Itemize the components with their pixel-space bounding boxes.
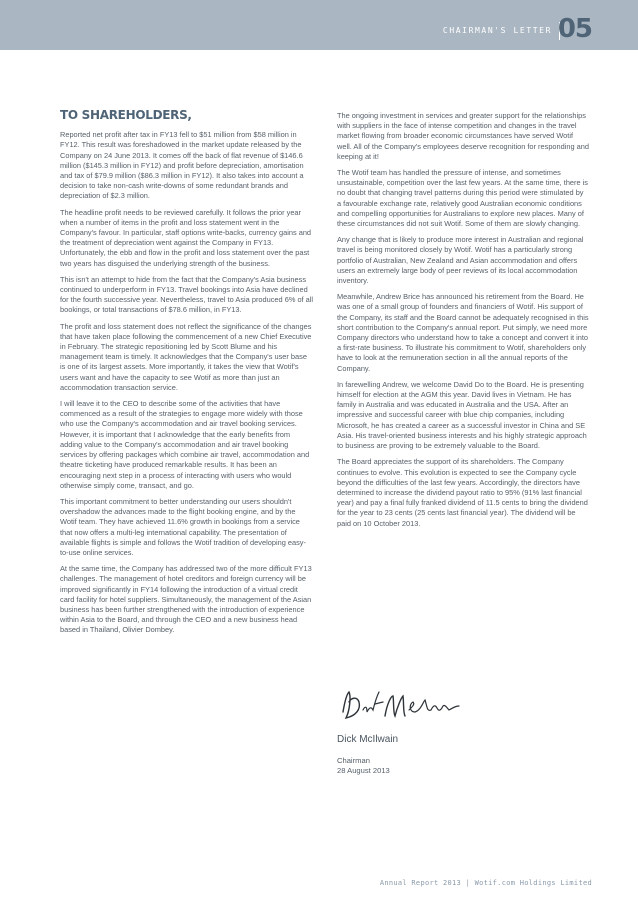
letter-paragraph: The profit and loss statement does not reflect the significance of the changes that have taken place following the commencement of a new Chief Executive in February. The strategic repositioning led by Scott Blume and his management team is timely. It acknowledges that the Company's user base is one of its largest assets. More importantly, it takes the view that Wotif's users want and have the capacity to see Wotif as more than just an accommodation transaction service. — [60, 321, 312, 392]
letter-paragraph: The Wotif team has handled the pressure of intense, and sometimes unsustainable, competition over the last few years. At the same time, there is no doubt that changing travel patterns during this period were stimulated by a favourable exchange rate, relatively good Australian economic conditions and compelling opportunities for Australians to explore new places. Many of these circumstances did not suit Wotif. Some of them are slowly changing. — [337, 168, 588, 229]
letter-paragraph: Reported net profit after tax in FY13 fell to $51 million from $58 million in FY12. This result was foreshadowed in the market update released by the Company on 24 June 2013. It comes off the back of flat revenue of $146.6 million ($145.3 million in FY12) and profit before depreciation, amortisation and tax of $79.9 million ($86.3 million in FY12). It also takes into account a decision to take non-cash write-downs of some redundant brands and depreciation of $2.3 million. — [60, 130, 304, 201]
letter-paragraph: Meanwhile, Andrew Brice has announced his retirement from the Board. He was one of a small group of founders and financiers of Wotif. His support of the Company, its staff and the Board cannot be adequately recognised in this short contribution to the Company's annual report. Put simply, we need more Company directors who understand how to take a concept and convert it into a first-rate business. To illustrate his commitment to Wotif, shareholders only have to look at the remuneration section in all the annual reports of the Company. — [337, 292, 589, 373]
signed-date: 28 August 2013 — [337, 766, 390, 775]
letter-paragraph: The Board appreciates the support of its shareholders. The Company continues to evolve. This evolution is expected to see the Company cycle beyond the difficulties of the last few years. Accordingly, the directors have determined to increase the dividend payout ratio to 95% (91% last financial year) and pay a final fully franked dividend of 11.5 cents to bring the dividend for the year to 23 cents (25 cents last financial year). The dividend will be paid on 10 October 2013. — [337, 457, 588, 528]
letter-paragraph: In farewelling Andrew, we welcome David Do to the Board. He is presenting himself for election at the AGM this year. David lives in Vietnam. He has family in Australia and was educated in Australia and the USA. After an impressive and successful career with blue chip companies, including Microsoft, he has created a career as a successful investor in China and SE Asia. His travel-oriented business interests and his highly strategic approach to business are proving to be extremely valuable to the Board. — [337, 379, 587, 451]
letter-paragraph: This isn't an attempt to hide from the fact that the Company's Asia business continued to underperform in FY13. Travel bookings into Asia have declined for the fourth successive year. Nevertheless, travel to Asia produced 6% of all bookings, or total transactions of $78.6 million, in FY13. — [60, 274, 314, 315]
section-title: CHAIRMAN'S LETTER — [442, 26, 552, 35]
salutation-heading: TO SHAREHOLDERS, — [60, 108, 192, 122]
letter-paragraph: I will leave it to the CEO to describe some of the activities that have commenced as a result of the strategies to engage more widely with those who use the Company's accommodation and air travel booking services. However, it is important that I acknowledge that the early benefits from adding value to the Company's accommodation and air travel booking services by offering packages which combine air travel, accommodation and theatre ticketing have produced remarkable results. It has been an encouraging next step in a process of interacting with users who would otherwise simply come, transact, and go. — [60, 399, 310, 490]
letter-paragraph: This important commitment to better understanding our users shouldn't overshadow the advances made to the flight booking engine, and by the Wotif team. They have achieved 11.6% growth in bookings from a service that now offers a multi-leg international capability. The presentation of available flights is simple and follows the Wotif tradition of developing easy-to-use online services. — [60, 496, 306, 557]
signer-name: Dick McIlwain — [337, 734, 399, 745]
header-band — [0, 0, 638, 50]
letter-paragraph: The ongoing investment in services and greater support for the relationships with suppliers in the face of intense competition and changes in the travel market flowing from broader economic circumstances have served Wotif well. All of the Company's employees deserve recognition for responding and keeping at it! — [337, 111, 590, 161]
left-column — [60, 110, 314, 636]
signer-block — [337, 756, 390, 776]
signer-title: Chairman — [337, 756, 370, 765]
letter-paragraph: Any change that is likely to produce more interest in Australian and regional travel is being monitored closely by Wotif. Wotif has a particularly strong portfolio of Australian, New Zealand and Asian accommodation and offers users an extremely large body of peer reviews of its local accommodation inventory. — [337, 235, 584, 286]
letter-paragraph: The headline profit needs to be reviewed carefully. It follows the prior year when a number of items in the profit and loss statement went in the Company's favour. In particular, staff options write-backs, currency gains and the treatment of depreciation went against the Company in FY13. Unfortunately, the ebb and flow in the profit and loss statement over the past two years has disguised the underlying strength of the business. — [60, 207, 312, 268]
signature-image — [337, 686, 467, 728]
right-column — [337, 111, 589, 529]
letter-paragraph: At the same time, the Company has addressed two of the more difficult FY13 challenges. The management of hotel creditors and foreign currency will be improved significantly in FY14 following the introduction of a virtual credit card facility for hotel suppliers. Simultaneously, the management of the Asian business has been further strengthened with the introduction of experience within Asia to the Board, and through the CEO and a new business head based in Thailand, Olivier Dombey. — [60, 564, 312, 635]
footer-text: Annual Report 2013 | Wotif.com Holdings Limited — [379, 879, 592, 887]
page-number: 05 — [557, 14, 592, 44]
